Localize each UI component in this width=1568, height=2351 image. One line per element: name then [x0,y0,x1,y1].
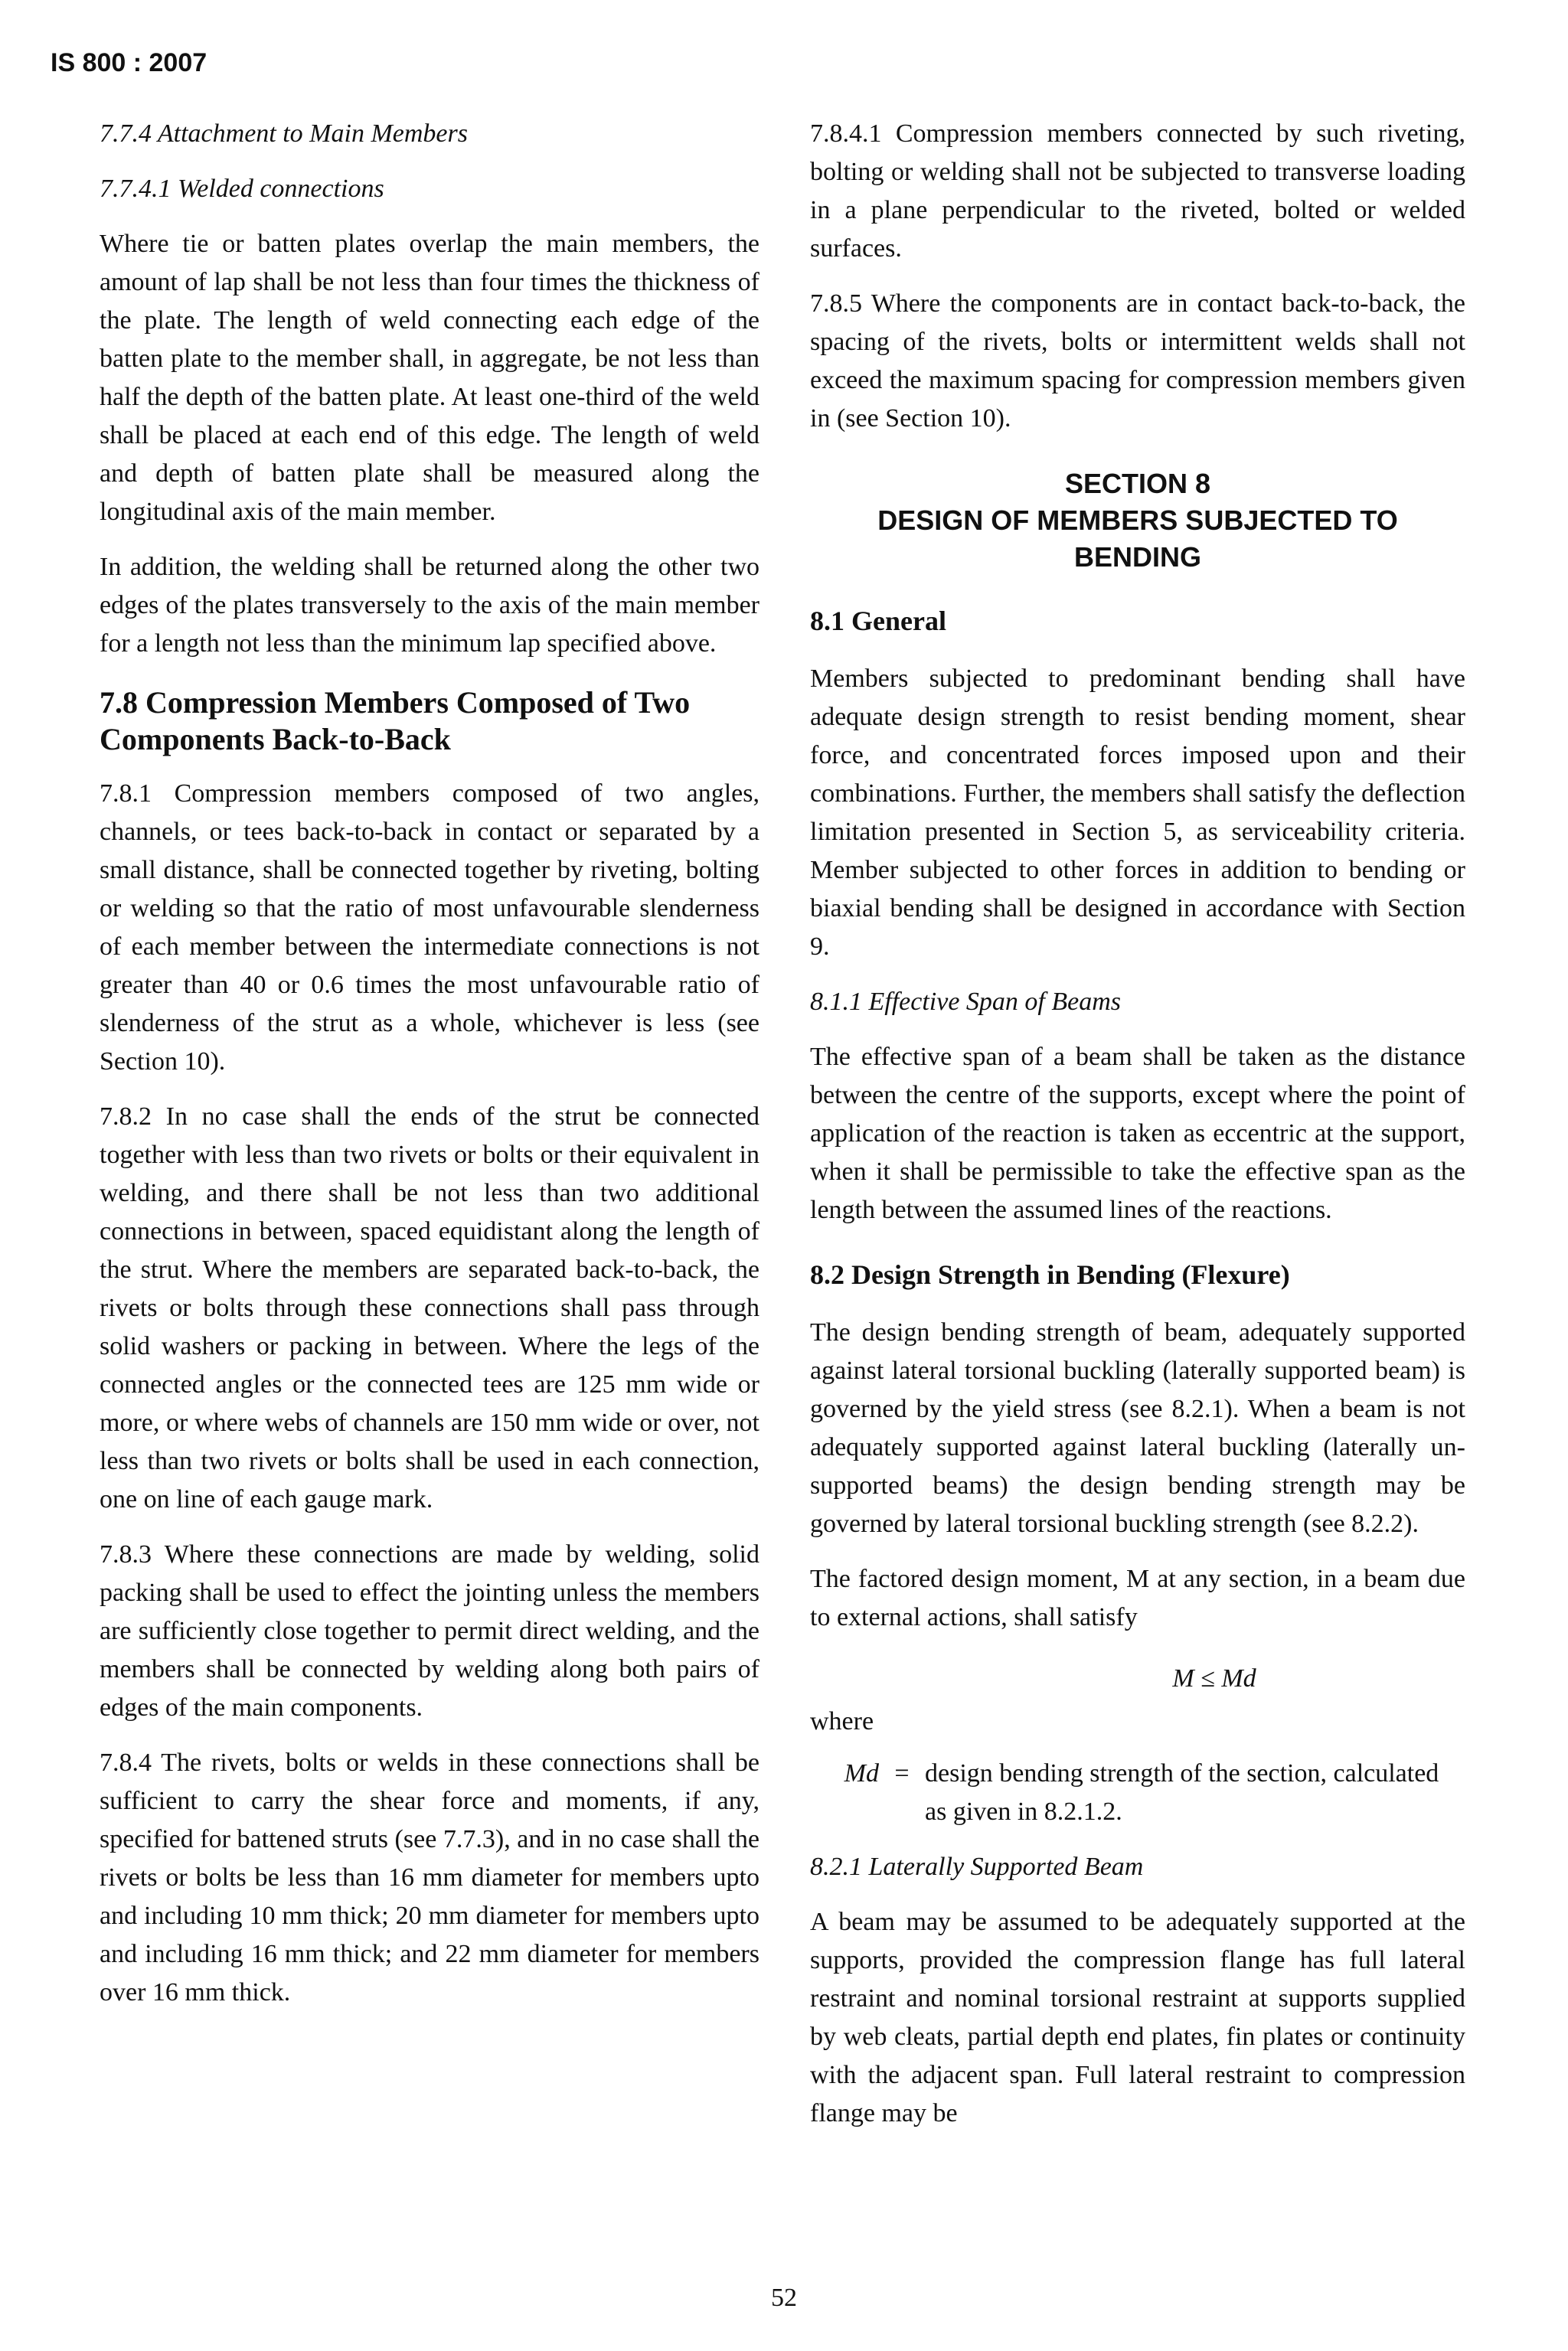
standard-header: IS 800 : 2007 [51,48,207,77]
clause-7-8-4-1: 7.8.4.1 Compression members connected by such riveting, bolting or welding shall not be subjected to transverse loading in a plane perpendicular to the riveted, bolted or welded surfaces. [810,119,1465,263]
clause-8-1-1-title: 8.1.1 Effective Span of Beams [810,988,1122,1016]
clause-8-2-para-1: The design bending strength of beam, adequately supported against lateral torsional buckling (laterally supported beam) is governed by the yield stress (see 8.2.1). When a beam is not adequately supported against lateral buckling (laterally un-supported beams) the design bending strength may be governed by lateral torsional buckling strength (see 8.2.2). [810,1318,1465,1538]
definition-text: design bending strength of the section, calculated as given in 8.2.1.2. [925,1759,1439,1826]
clause-8-2-para-2: The factored design moment, M at any section, in a beam due to external actions, shall satisfy [810,1565,1465,1631]
clause-8-2-1-title: 8.2.1 Laterally Supported Beam [810,1853,1144,1881]
definition-equals: = [894,1759,910,1788]
section-number: SECTION 8 [1064,468,1211,499]
clause-8-1-para: Members subjected to predominant bending shall have adequate design strength to resist bending moment, shear force, and concentrated forces imposed upon and their combinations. Further, the members shall satisfy the deflection limitation presented in Section 5, as serviceability criteria. Member subjected to other forces in addition to bending or biaxial bending shall be designed in accordance with Section 9. [810,664,1465,961]
where-label: where [810,1707,874,1735]
section-title-line-1: DESIGN OF MEMBERS SUBJECTED TO [877,504,1398,536]
moment-inequality: M ≤ Md [1172,1664,1256,1693]
section-8-heading [810,465,1465,576]
clause-7-7-4-1-title: 7.7.4.1 Welded connections [100,175,384,203]
clause-8-1-1-para: The effective span of a beam shall be taken as the distance between the centre of the supports, except where the point of application of the reaction is taken as eccentric at the support, when it shall be permissible to take the effective span as the length between the assumed lines of the reactions. [810,1043,1465,1224]
definition-symbol: Md [844,1759,879,1788]
page-number: 52 [771,2284,797,2312]
clause-7-7-4-1-para-1: Where tie or batten plates overlap the main members, the amount of lap shall be not less than four times the thickness of the plate. The length of weld connecting each edge of the batten plate to the member shall, in aggregate, be not less than half the depth of the batten plate. At least one-third of the weld shall be placed at each end of this edge. The length of weld and depth of batten plate shall be measured along the longitudinal axis of the main member. [100,230,760,526]
clause-7-8-2: 7.8.2 In no case shall the ends of the strut be connected together with less than two rivets or bolts or their equivalent in welding, and there shall be not less than two additional connections in between, spaced equidistant along the length of the strut. Where the members are separated back-to-back, the rivets or bolts through these connections shall pass through solid washers or packing in between. Where the legs of the connected angles or the connected tees are 125 mm wide or more, or where webs of channels are 150 mm wide or over, not less than two rivets or bolts shall be used in each connection, one on line of each gauge mark. [100,1102,760,1513]
right-column [810,115,1465,2150]
clause-8-2-title: 8.2 Design Strength in Bending (Flexure) [810,1259,1290,1290]
clause-7-8-4: 7.8.4 The rivets, bolts or welds in these connections shall be sufficient to carry the shear force and moments, if any, specified for battened struts (see 7.7.3), and in no case shall the rivets or bolts be less than 16 mm diameter for members upto and including 10 mm thick; 20 mm diameter for members upto and including 16 mm thick; and 22 mm diameter for members over 16 mm thick. [100,1749,760,2007]
left-column [100,115,760,2029]
clause-7-7-4-title: 7.7.4 Attachment to Main Members [100,119,468,148]
clause-7-8-title: 7.8 Compression Members Composed of Two Components Back-to-Back [100,685,691,756]
variable-definition [810,1755,1465,1831]
clause-8-1-title: 8.1 General [810,606,946,636]
section-title-line-2: BENDING [1073,541,1201,573]
clause-7-7-4-1-para-2: In addition, the welding shall be returned along the other two edges of the plates transversely to the axis of the main member for a length not less than the minimum lap specified above. [100,553,760,658]
clause-7-8-1: 7.8.1 Compression members composed of two angles, channels, or tees back-to-back in contact or separated by a small distance, shall be connected together by riveting, bolting or welding so that the ratio of most unfavourable slenderness of each member between the intermediate connections is not greater than 40 or 0.6 times the most unfavourable ratio of slenderness of the strut as a whole, whichever is less (see Section 10). [100,779,760,1076]
clause-8-2-1-para: A beam may be assumed to be adequately supported at the supports, provided the compression flange has full lateral restraint and nominal torsional restraint at supports supplied by web cleats, partial depth end plates, fin plates or continuity with the adjacent span. Full lateral restraint to compression flange may be [810,1908,1465,2127]
clause-7-8-5: 7.8.5 Where the components are in contact back-to-back, the spacing of the rivets, bolts or intermittent welds shall not exceed the maximum spacing for compression members given in (see Section 10). [810,289,1465,433]
clause-7-8-3: 7.8.3 Where these connections are made by welding, solid packing shall be used to effect the jointing unless the members are sufficiently close together to permit direct welding, and the members shall be connected by welding along both pairs of edges of the main components. [100,1540,760,1722]
